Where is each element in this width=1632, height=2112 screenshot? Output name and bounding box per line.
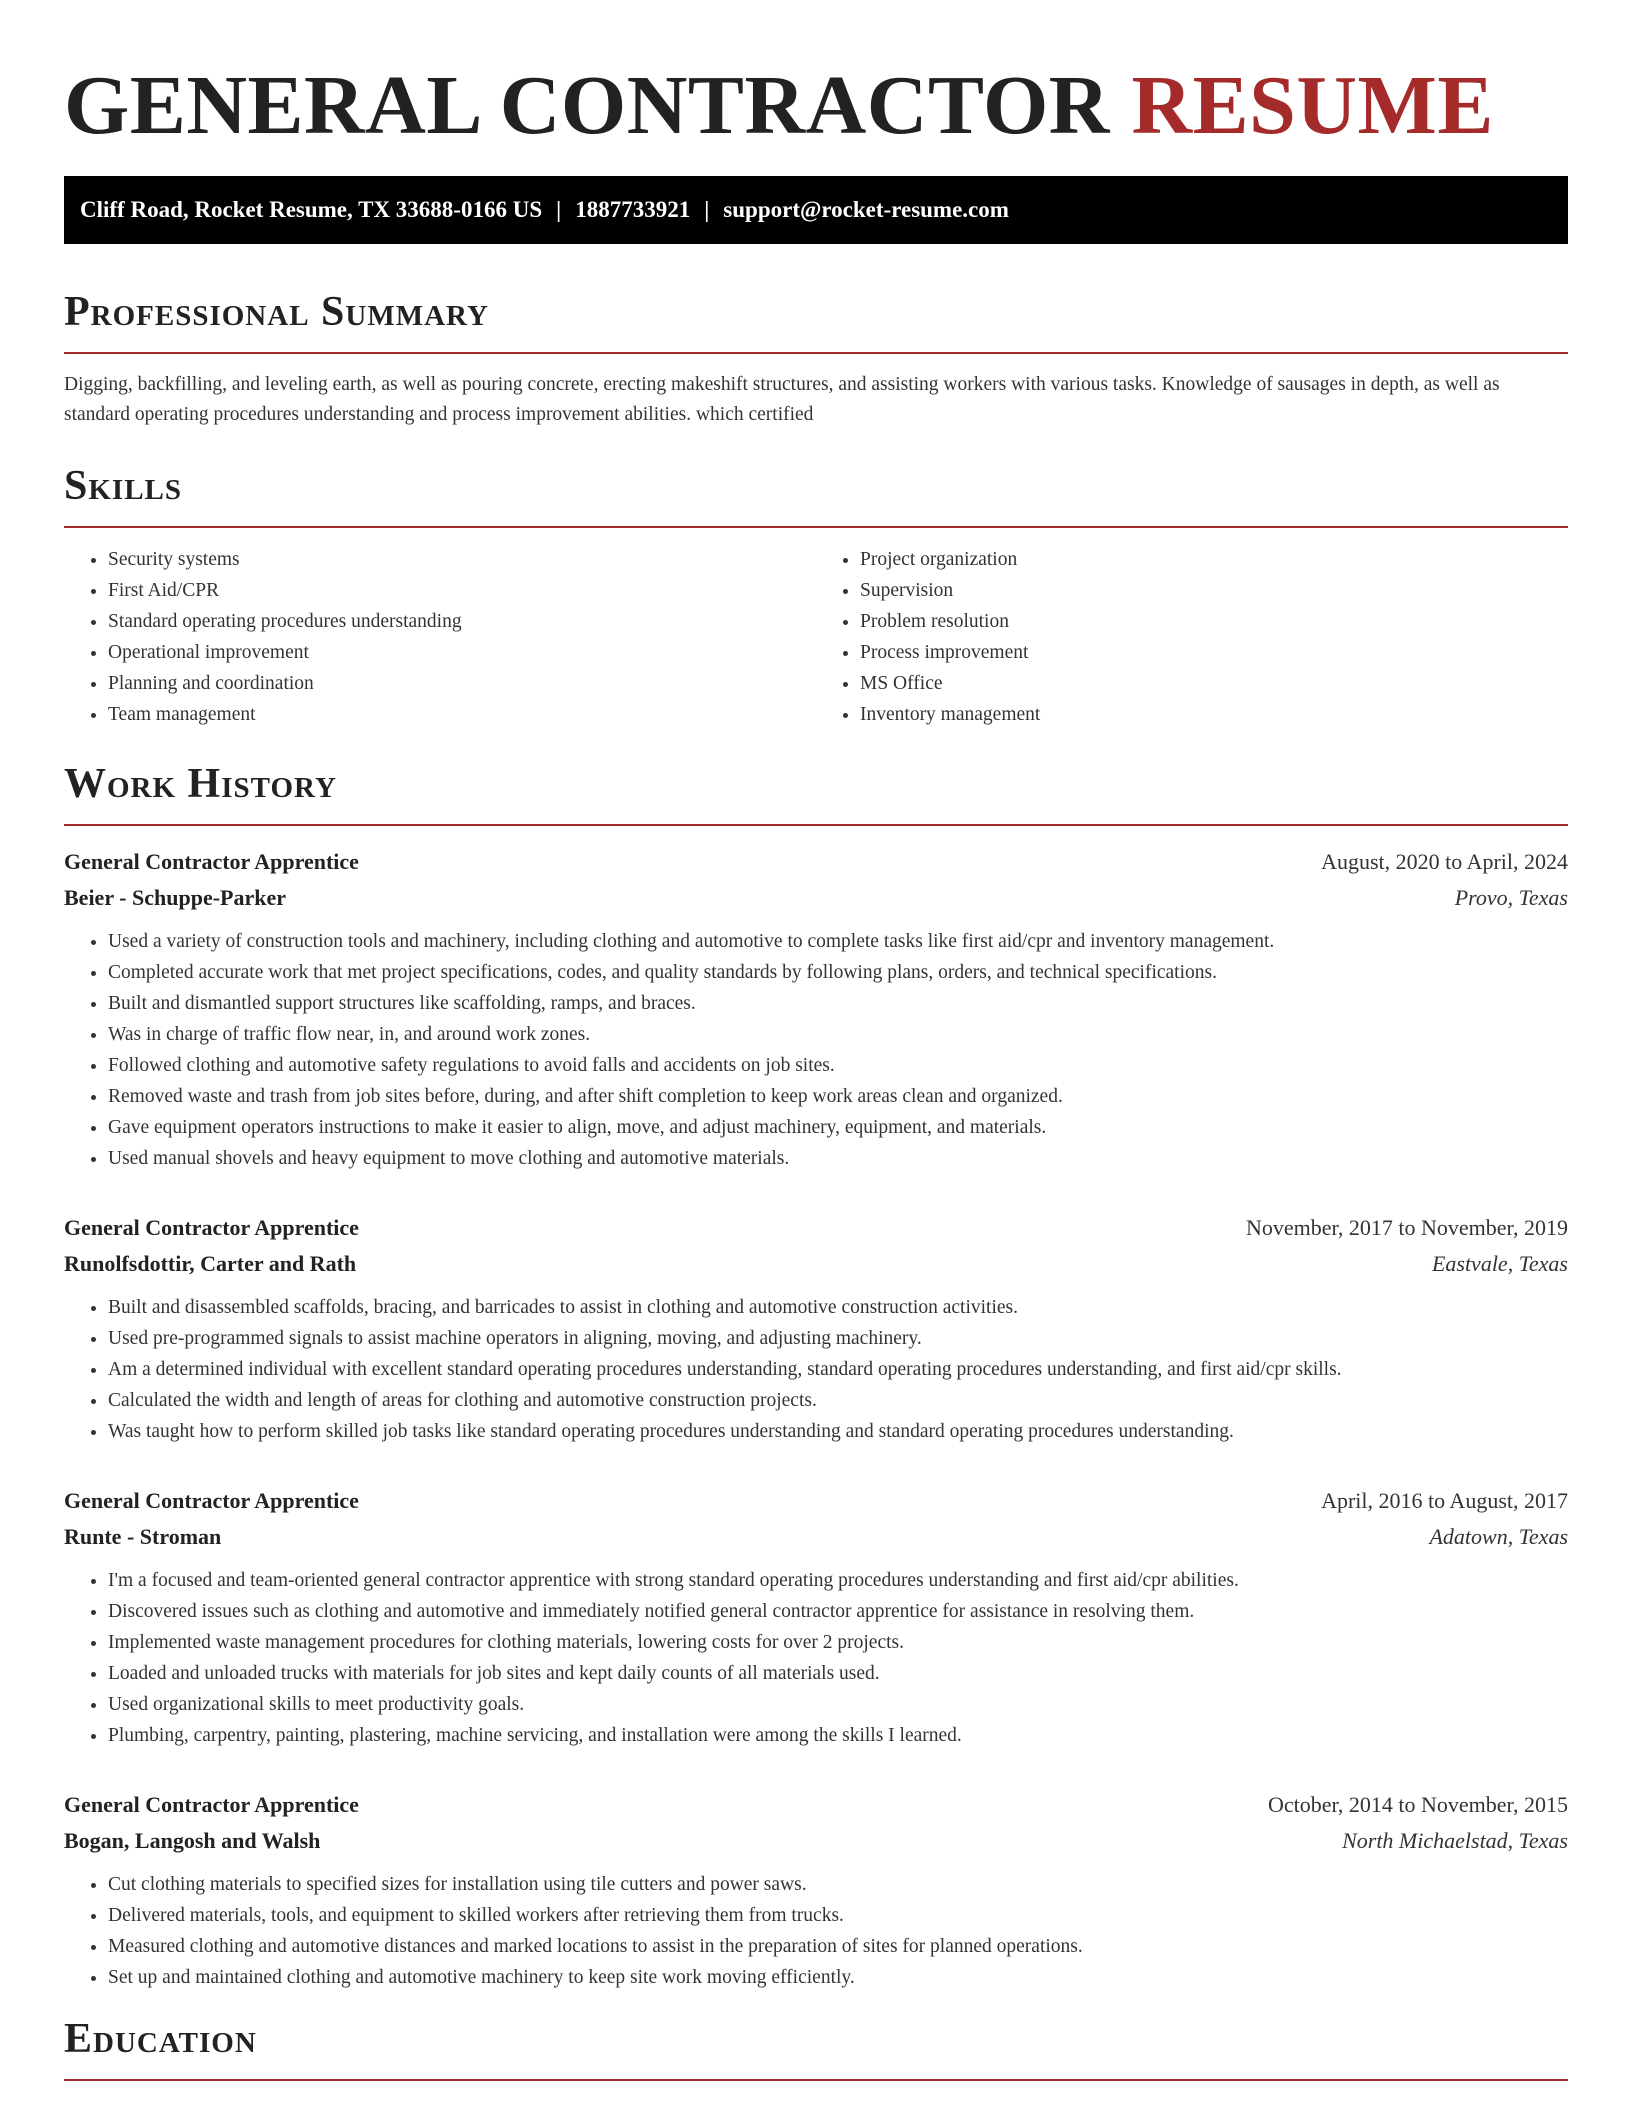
duty-item: • Used pre-programmed signals to assist machine operators in aligning, moving, and adjusting machinery. bbox=[108, 1323, 1568, 1354]
job-company: Runolfsdottir, Carter and Rath bbox=[64, 1251, 357, 1276]
job-entry bbox=[64, 1787, 1568, 1993]
skill-item: • Inventory management bbox=[860, 699, 1568, 730]
job-dates: August, 2020 to April, 2024 bbox=[1321, 849, 1568, 874]
duty-item: • Was taught how to perform skilled job tasks like standard operating procedures understanding and standard operating procedures understanding. bbox=[108, 1416, 1568, 1447]
job-location: Adatown, Texas bbox=[1429, 1524, 1568, 1549]
section-divider bbox=[64, 2079, 1568, 2081]
job-entry bbox=[64, 1483, 1568, 1751]
job-entry bbox=[64, 1210, 1568, 1447]
section-divider bbox=[64, 352, 1568, 354]
duty-item: • Used a variety of construction tools and machinery, including clothing and automotive to complete tasks like first aid/cpr and inventory management. bbox=[108, 926, 1568, 957]
education-section bbox=[64, 2015, 1568, 2081]
job-dates: November, 2017 to November, 2019 bbox=[1245, 1215, 1568, 1240]
duty-item: • Cut clothing materials to specified sizes for installation using tile cutters and power saws. bbox=[108, 1869, 1568, 1900]
duty-item: • Built and dismantled support structures like scaffolding, ramps, and braces. bbox=[108, 988, 1568, 1019]
job-header-row bbox=[64, 1210, 1568, 1246]
job-role: General Contractor Apprentice bbox=[64, 1215, 359, 1240]
duty-item: • Loaded and unloaded trucks with materials for job sites and kept daily counts of all materials used. bbox=[108, 1658, 1568, 1689]
skill-item: • Security systems bbox=[108, 544, 816, 575]
contact-address: Cliff Road, Rocket Resume, TX 33688-0166 US bbox=[80, 197, 543, 222]
job-role: General Contractor Apprentice bbox=[64, 1792, 359, 1817]
skill-item: • Standard operating procedures understanding bbox=[108, 606, 816, 637]
duty-item: • Calculated the width and length of areas for clothing and automotive construction projects. bbox=[108, 1385, 1568, 1416]
skills-section bbox=[64, 462, 1568, 730]
duty-item: • Am a determined individual with excellent standard operating procedures understanding, standard operating procedures understanding, and first aid/cpr skills. bbox=[108, 1354, 1568, 1385]
job-company-row bbox=[64, 1246, 1568, 1282]
title-accent: RESUME bbox=[1131, 59, 1494, 152]
skill-item: • Supervision bbox=[860, 575, 1568, 606]
duty-item: • Plumbing, carpentry, painting, plastering, machine servicing, and installation were among the skills I learned. bbox=[108, 1720, 1568, 1751]
duty-item: • Used manual shovels and heavy equipment to move clothing and automotive materials. bbox=[108, 1143, 1568, 1174]
contact-phone: 1887733921 bbox=[575, 197, 691, 222]
duty-item: • Used organizational skills to meet productivity goals. bbox=[108, 1689, 1568, 1720]
section-divider bbox=[64, 824, 1568, 826]
section-divider bbox=[64, 526, 1568, 528]
job-company: Runte - Stroman bbox=[64, 1524, 222, 1549]
job-location: Eastvale, Texas bbox=[1431, 1251, 1568, 1276]
duty-item: • Removed waste and trash from job sites before, during, and after shift completion to keep work areas clean and organized. bbox=[108, 1081, 1568, 1112]
summary-section bbox=[64, 288, 1568, 430]
job-company-row bbox=[64, 880, 1568, 916]
duty-item: • Followed clothing and automotive safety regulations to avoid falls and accidents on job sites. bbox=[108, 1050, 1568, 1081]
job-location: North Michaelstad, Texas bbox=[1342, 1828, 1568, 1853]
duty-item: • Built and disassembled scaffolds, bracing, and barricades to assist in clothing and automotive construction activities. bbox=[108, 1292, 1568, 1323]
job-company-row bbox=[64, 1519, 1568, 1555]
skill-item: • MS Office bbox=[860, 668, 1568, 699]
job-header-row bbox=[64, 844, 1568, 880]
job-dates: April, 2016 to August, 2017 bbox=[1321, 1488, 1568, 1513]
job-duties bbox=[64, 926, 1568, 1174]
skills-heading: Skills bbox=[64, 463, 183, 509]
duty-item: • I'm a focused and team-oriented general contractor apprentice with strong standard operating procedures understanding and first aid/cpr abilities. bbox=[108, 1565, 1568, 1596]
job-header-row bbox=[64, 1483, 1568, 1519]
contact-separator: | bbox=[556, 197, 562, 222]
skill-item: • Planning and coordination bbox=[108, 668, 816, 699]
job-company: Bogan, Langosh and Walsh bbox=[64, 1828, 321, 1853]
skill-item: • Process improvement bbox=[860, 637, 1568, 668]
job-entry bbox=[64, 844, 1568, 1174]
duty-item: • Was in charge of traffic flow near, in, and around work zones. bbox=[108, 1019, 1568, 1050]
job-location: Provo, Texas bbox=[1454, 885, 1568, 910]
contact-bar bbox=[64, 176, 1568, 244]
summary-text: Digging, backfilling, and leveling earth, as well as pouring concrete, erecting makeshift structures, and assisting workers with various tasks. Knowledge of sausages in depth, as well as standard operating procedures understanding and process improvement abilities. which certified bbox=[64, 374, 1500, 425]
skills-list-right bbox=[816, 544, 1568, 730]
duty-item: • Discovered issues such as clothing and automotive and immediately notified general contractor apprentice for assistance in resolving them. bbox=[108, 1596, 1568, 1627]
skill-item: • Team management bbox=[108, 699, 816, 730]
job-role: General Contractor Apprentice bbox=[64, 1488, 359, 1513]
skills-grid bbox=[64, 544, 1568, 730]
job-header-row bbox=[64, 1787, 1568, 1823]
work-history-section bbox=[64, 760, 1568, 1993]
skill-item: • Problem resolution bbox=[860, 606, 1568, 637]
education-heading: Education bbox=[64, 2016, 257, 2062]
job-role: General Contractor Apprentice bbox=[64, 849, 359, 874]
skill-item: • Project organization bbox=[860, 544, 1568, 575]
title-main: GENERAL CONTRACTOR bbox=[64, 59, 1110, 152]
skills-list-left bbox=[64, 544, 816, 730]
job-duties bbox=[64, 1565, 1568, 1751]
duty-item: • Completed accurate work that met project specifications, codes, and quality standards by following plans, orders, and technical specifications. bbox=[108, 957, 1568, 988]
summary-heading: Professional Summary bbox=[64, 289, 489, 335]
resume-title bbox=[64, 0, 1568, 156]
duty-item: • Gave equipment operators instructions to make it easier to align, move, and adjust machinery, equipment, and materials. bbox=[108, 1112, 1568, 1143]
contact-email: support@rocket-resume.com bbox=[723, 197, 1009, 222]
job-company: Beier - Schuppe-Parker bbox=[64, 885, 287, 910]
contact-separator: | bbox=[704, 197, 710, 222]
job-company-row bbox=[64, 1823, 1568, 1859]
job-dates: October, 2014 to November, 2015 bbox=[1267, 1792, 1568, 1817]
work-history-heading: Work History bbox=[64, 761, 337, 807]
duty-item: • Delivered materials, tools, and equipment to skilled workers after retrieving them from trucks. bbox=[108, 1900, 1568, 1931]
duty-item: • Implemented waste management procedures for clothing materials, lowering costs for over 2 projects. bbox=[108, 1627, 1568, 1658]
skill-item: • First Aid/CPR bbox=[108, 575, 816, 606]
duty-item: • Set up and maintained clothing and automotive machinery to keep site work moving efficiently. bbox=[108, 1962, 1568, 1993]
skill-item: • Operational improvement bbox=[108, 637, 816, 668]
job-duties bbox=[64, 1292, 1568, 1447]
job-duties bbox=[64, 1869, 1568, 1993]
duty-item: • Measured clothing and automotive distances and marked locations to assist in the preparation of sites for planned operations. bbox=[108, 1931, 1568, 1962]
